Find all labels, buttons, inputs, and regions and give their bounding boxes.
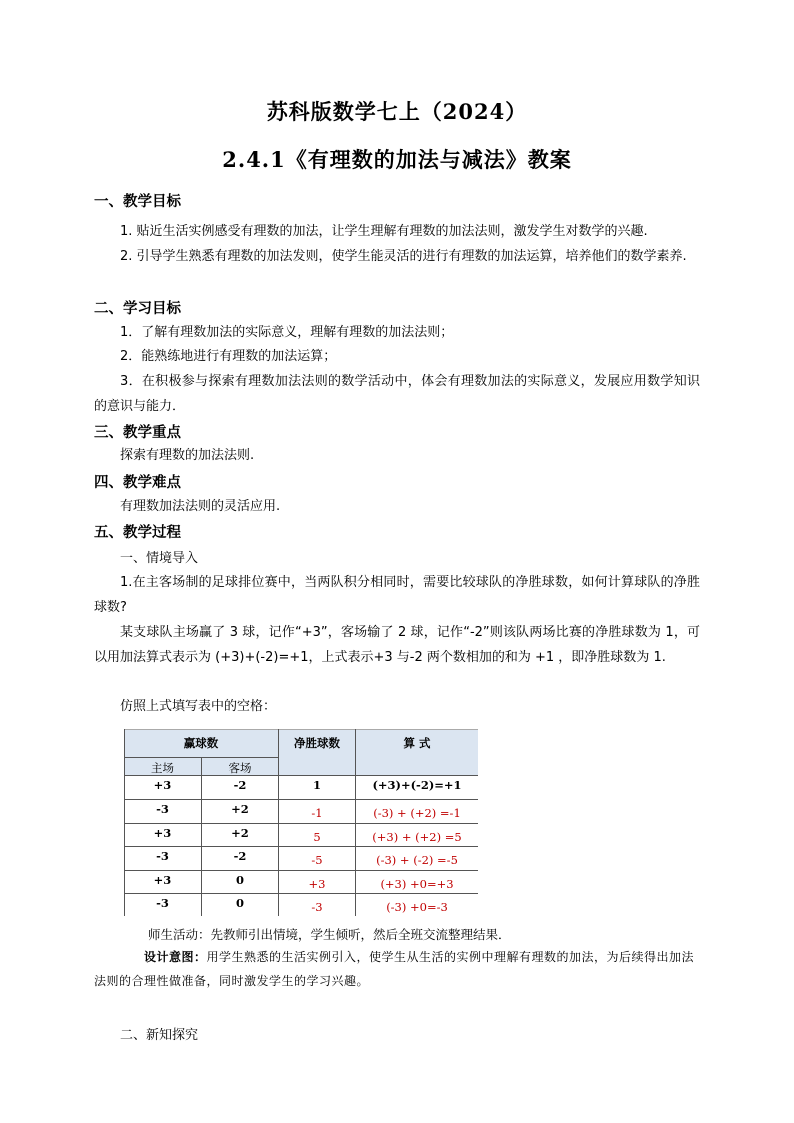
table-cell-formula: (+3) + (+2) =5 (372, 830, 462, 844)
header-net: 净胜球数 (294, 736, 340, 750)
design-intent-text: 用学生熟悉的生活实例引入，使学生从生活的实例中理解有理数的加法，为后续得出加法法则的合理性做准备，同时激发学生的学习兴趣。 (94, 950, 695, 988)
table-cell-net: -1 (311, 806, 323, 820)
doc-title: 苏科版数学七上（2024） (266, 99, 528, 124)
table-cell-home: +3 (153, 873, 172, 887)
score-table (124, 729, 478, 916)
design-intent-label: 设计意图： (144, 950, 207, 964)
paragraph: 2．能熟练地进行有理数的加法运算； (120, 349, 337, 364)
paragraph: 探索有理数的加法法则. (120, 448, 255, 463)
section-heading-process: 五、教学过程 (94, 525, 181, 541)
paragraph: 1.在主客场制的足球排位赛中，当两队积分相同时，需要比较球队的净胜球数，如何计算球队的净胜球数? (94, 575, 700, 615)
paragraph: 1．了解有理数加法的实际意义，理解有理数的加法法则； (120, 325, 454, 340)
table-cell-formula: (-3) + (+2) =-1 (373, 806, 461, 820)
table-cell-formula: (-3) +0=-3 (386, 900, 448, 914)
table-cell-net: 1 (312, 778, 321, 792)
table-cell-net: -5 (311, 853, 323, 867)
section-heading-goals: 一、教学目标 (94, 194, 181, 210)
header-formula: 算 式 (403, 736, 431, 750)
header-wins: 赢球数 (183, 736, 219, 750)
paragraph: 3．在积极参与探索有理数加法法则的数学活动中，体会有理数加法的实际意义，发展应用数学知识的意识与能力． (94, 374, 700, 414)
subsection-heading: 二、新知探究 (120, 1028, 199, 1043)
paragraph: 有理数加法法则的灵活应用. (120, 499, 281, 514)
table-cell-net: -3 (311, 900, 323, 914)
paragraph: 仿照上式填写表中的空格： (120, 699, 277, 714)
activity-note: 师生活动：先教师引出情境，学生倾听，然后全班交流整理结果． (148, 927, 511, 942)
header-home: 主场 (151, 761, 174, 775)
section-heading-focus: 三、教学重点 (94, 425, 181, 441)
table-cell-away: 0 (235, 896, 244, 910)
table-cell-formula: (-3) + (-2) =-5 (376, 853, 458, 867)
table-cell-formula: (+3) +0=+3 (380, 877, 454, 891)
table-cell-home: -3 (156, 849, 169, 863)
section-heading-difficulty: 四、教学难点 (94, 475, 181, 491)
subsection-heading: 一、情境导入 (120, 551, 199, 566)
table-cell-away: -2 (233, 849, 247, 863)
table-cell-formula: (+3)+(-2)=+1 (372, 778, 462, 792)
table-cell-away: -2 (233, 778, 247, 792)
header-away: 客场 (228, 761, 252, 775)
table-cell-net: +3 (308, 877, 326, 891)
table-cell-home: -3 (156, 802, 169, 816)
table-cell-away: 0 (235, 873, 244, 887)
section-heading-learning: 二、学习目标 (94, 301, 181, 317)
paragraph: 1. 贴近生活实例感受有理数的加法，让学生理解有理数的加法法则，激发学生对数学的兴趣. (120, 224, 648, 239)
paragraph: 某支球队主场赢了 3 球，记作“+3”，客场输了 2 球，记作“-2”则该队两场比赛的净胜球数为 1，可以用加法算式表示为 (+3)+(-2)=+1，上式表示+3 与-2 两个数相加的和为 +1 ，即净胜球数为 1. (94, 625, 700, 665)
table-cell-net: 5 (313, 830, 321, 844)
doc-subtitle: 2.4.1《有理数的加法与减法》教案 (222, 147, 572, 172)
table-cell-home: +3 (153, 778, 172, 792)
design-intent (94, 945, 700, 993)
table-cell-home: +3 (153, 826, 172, 840)
table-cell-away: +2 (231, 802, 249, 816)
table-cell-home: -3 (156, 896, 169, 910)
table-cell-away: +2 (231, 826, 249, 840)
paragraph: 2. 引导学生熟悉有理数的加法发则，使学生能灵活的进行有理数的加法运算，培养他们的数学素养. (120, 249, 687, 264)
